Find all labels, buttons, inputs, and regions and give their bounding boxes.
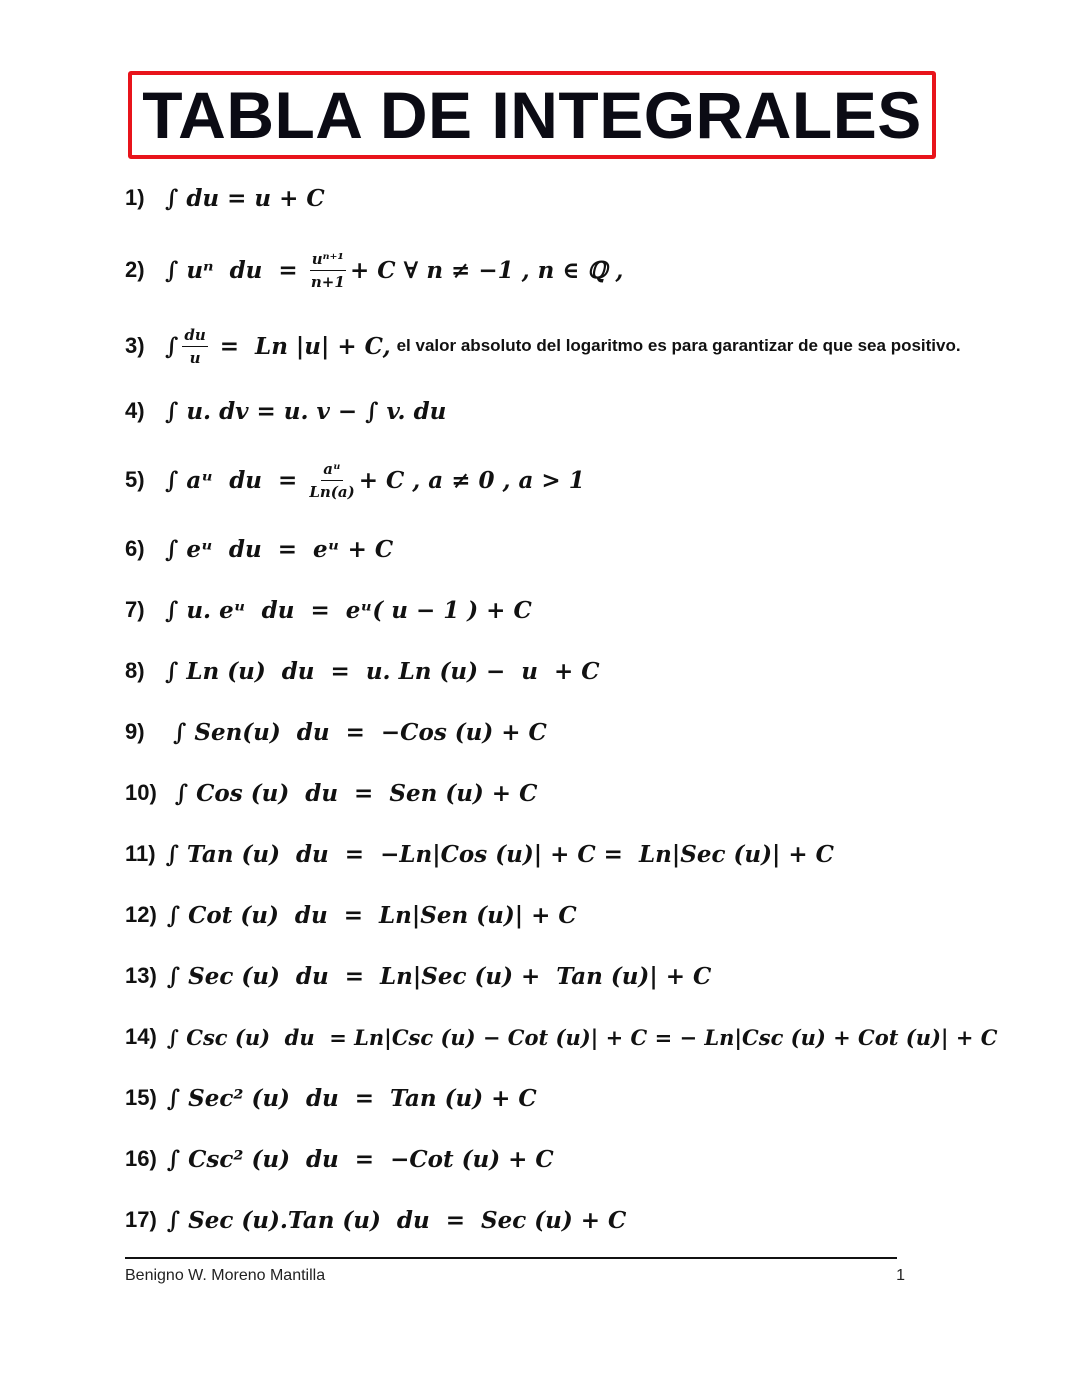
numerator: aᵘ [321,460,343,481]
item-number: 4) [125,398,145,423]
item-number: 13) [125,963,157,988]
formula: ∫ Cot (u) du = Ln|Sen (u)| + C [166,901,577,929]
formula-post: + C , a ≠ 0 , a > 1 [358,466,585,494]
formula: ∫ Sec (u) du = Ln|Sec (u) + Tan (u)| + C [166,962,712,990]
item-number: 11) [125,841,156,866]
formula: ∫ Csc² (u) du = −Cot (u) + C [166,1145,554,1173]
formula: ∫ u. eᵘ du = eᵘ( u − 1 ) + C [165,596,532,624]
integral-row [125,240,623,300]
integral-row [125,1190,626,1250]
footer-author: Benigno W. Moreno Mantilla [125,1267,326,1284]
formula: ∫ Sen(u) du = −Cos (u) + C [165,718,547,746]
item-number: 1) [125,185,145,210]
numerator: du [182,326,207,347]
item-number: 17) [125,1207,157,1232]
item-number: 5) [125,467,145,492]
item-number: 6) [125,536,145,561]
title-box [128,71,936,159]
integral-row [125,824,834,884]
page-number: 1 [896,1267,905,1284]
item-number: 16) [125,1146,157,1171]
integral-row [125,1129,554,1189]
integral-row [125,519,393,579]
integral-row [125,641,600,701]
fraction [310,250,346,291]
formula-pre: ∫ aᵘ du = [165,466,306,494]
integral-row [125,580,532,640]
formula-post: = Ln |u| + C, [211,332,391,360]
integral-row [125,316,961,376]
page-title: TABLA DE INTEGRALES [142,78,922,152]
item-number: 7) [125,597,145,622]
integral-row [125,168,325,228]
footer-divider [125,1257,897,1259]
integral-row [125,450,585,510]
numerator: uⁿ⁺¹ [310,250,346,271]
formula: ∫ Cos (u) du = Sen (u) + C [166,779,538,807]
formula: ∫ u. dv = u. v − ∫ v. du [165,397,447,425]
denominator: n+1 [310,272,345,291]
item-number: 10) [125,780,157,805]
item-number: 12) [125,902,157,927]
denominator: Ln(a) [309,482,355,501]
integral-row [125,946,711,1006]
integral-row [125,702,547,762]
formula-note: el valor absoluto del logaritmo es para garantizar de que sea positivo. [396,336,961,355]
item-number: 9) [125,719,145,744]
item-number: 14) [125,1024,157,1049]
formula: ∫ du = u + C [165,184,325,212]
formula-pre: ∫ uⁿ du = [165,256,306,284]
item-number: 15) [125,1085,157,1110]
formula: ∫ Ln (u) du = u. Ln (u) − u + C [165,657,600,685]
formula: ∫ Sec (u).Tan (u) du = Sec (u) + C [166,1206,627,1234]
integral-row [125,1068,537,1128]
item-number: 8) [125,658,145,683]
integral-row [125,885,577,945]
denominator: u [189,348,201,367]
formula: ∫ Csc (u) du = Ln|Csc (u) − Cot (u)| + C = − Ln|Csc (u) + Cot (u)| + C [166,1024,998,1050]
item-number: 3) [125,333,145,358]
integral-row [125,763,537,823]
formula: ∫ Tan (u) du = −Ln|Cos (u)| + C = Ln|Sec (u)| + C [165,840,834,868]
integral-row [125,1007,998,1067]
footer [125,1267,905,1285]
item-number: 2) [125,257,145,282]
formula: ∫ eᵘ du = eᵘ + C [165,535,394,563]
fraction [182,326,207,367]
formula-post: + C ∀ n ≠ −1 , n ∈ ℚ , [349,256,624,284]
formula: ∫ Sec² (u) du = Tan (u) + C [166,1084,537,1112]
integral-row [125,381,446,441]
formula-pre: ∫ [165,332,179,360]
fraction [309,460,354,501]
